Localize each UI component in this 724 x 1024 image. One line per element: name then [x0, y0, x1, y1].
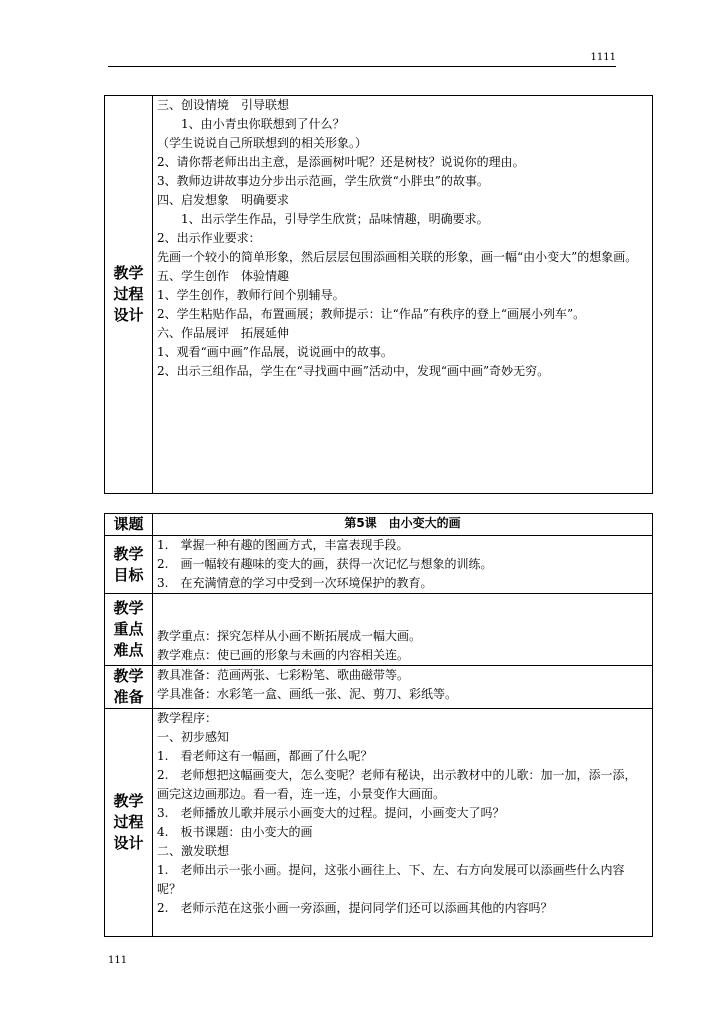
preparation-content [153, 666, 653, 709]
process-line: 1. 老师出示一张小画。提问，这张小画往上、下、左、右方向发展可以添画些什么内容呢？ [157, 863, 625, 896]
key-point-item: 教学重点：探究怎样从小画不断拓展成一幅大画。 [157, 629, 422, 643]
content-line: 六、作品展评 拓展延伸 [157, 326, 290, 340]
key-point-item: 教学难点：使已画的形象与未画的内容相关连。 [157, 648, 410, 662]
footer-page-code: 111 [108, 955, 128, 966]
content-line: 先画一个较小的简单形象，然后层层包围添画相关联的形象，画一幅“由小变大”的想象画。 [157, 250, 638, 264]
process-label [105, 96, 153, 494]
label-line: 教学 [113, 544, 144, 563]
label-line: 教学 [113, 264, 144, 282]
process-content [153, 96, 653, 494]
label-line: 过程 [113, 813, 144, 831]
label-line: 难点 [113, 641, 144, 659]
prep-item: 教具准备：范画两张、七彩粉笔、歌曲磁带等。 [157, 668, 410, 682]
topic-label: 课题 [105, 514, 153, 536]
process-content [153, 709, 653, 937]
process-line: 一、初步感知 [157, 730, 230, 744]
content-line: 1、观看“画中画”作品展，说说画中的故事。 [157, 345, 393, 359]
goal-item: 1. 掌握一种有趣的图画方式，丰富表现手段。 [157, 538, 409, 552]
goals-label [105, 536, 153, 594]
label-line: 教学 [113, 667, 144, 685]
content-line: 2、出示三组作品，学生在“寻找画中画”活动中，发现“画中画”奇妙无穷。 [157, 364, 550, 378]
content-line: 五、学生创作 体验情趣 [157, 269, 290, 283]
lesson-plan-table [104, 513, 653, 937]
label-line: 目标 [113, 565, 144, 584]
label-line: 教学 [113, 599, 144, 617]
label-line: 设计 [113, 834, 144, 852]
process-line: 1. 看老师这有一幅画，都画了什么呢？ [157, 749, 373, 763]
prep-item: 学具准备：水彩笔一盒、画纸一张、泥、剪刀、彩纸等。 [157, 687, 458, 701]
key-points-content [153, 594, 653, 666]
label-line: 过程 [113, 285, 144, 303]
content-line: （学生说说自己所联想到的相关形象。） [157, 136, 368, 150]
content-line: 1、出示学生作品，引导学生欣赏；品味情趣，明确要求。 [169, 212, 489, 226]
goals-content [153, 536, 653, 594]
content-line: 2、出示作业要求： [157, 231, 261, 245]
content-line: 三、创设情境 引导联想 [157, 98, 290, 112]
content-line: 2、请你帮老师出出主意，是添画树叶呢？还是树枝？说说你的理由。 [157, 155, 525, 169]
process-table-continued [104, 95, 653, 494]
goal-item: 3. 在充满情意的学习中受到一次环境保护的教育。 [157, 576, 433, 590]
header-page-code: 1111 [590, 52, 616, 63]
process-line: 2. 老师示范在这张小画一旁添画，提问同学们还可以添画其他的内容吗？ [157, 901, 553, 915]
goal-item: 2. 画一幅较有趣味的变大的画，获得一次记忆与想象的训练。 [157, 557, 493, 571]
process-label [105, 709, 153, 937]
label-line: 设计 [113, 306, 144, 324]
process-line: 4. 板书课题：由小变大的画 [157, 825, 313, 839]
process-line: 教学程序： [157, 711, 218, 725]
header-rule [108, 66, 616, 67]
content-line: 四、启发想象 明确要求 [157, 193, 290, 207]
content-line: 2、学生粘贴作品，布置画展；教师提示：让“作品”有秩序的登上“画展小列车”。 [157, 307, 586, 321]
process-line: 2. 老师想把这幅画变大，怎么变呢？老师有秘诀，出示教材中的儿歌：加一加，添一添，画完这边画那边。看一看，连一连，小景变作大画面。 [157, 768, 637, 801]
process-line: 二、激发联想 [157, 844, 230, 858]
key-points-label [105, 594, 153, 666]
label-line: 教学 [113, 792, 144, 810]
preparation-label [105, 666, 153, 709]
process-line: 3. 老师播放儿歌并展示小画变大的过程。提问，小画变大了吗？ [157, 806, 505, 820]
content-line: 3、教师边讲故事边分步出示范画，学生欣赏“小胖虫”的故事。 [157, 174, 489, 188]
content-line: 1、学生创作，教师行间个别辅导。 [157, 288, 345, 302]
content-line: 1、由小青虫你联想到了什么？ [169, 117, 345, 131]
topic-title: 第5课 由小变大的画 [153, 514, 653, 536]
label-line: 重点 [113, 620, 144, 638]
label-line: 准备 [113, 688, 144, 706]
